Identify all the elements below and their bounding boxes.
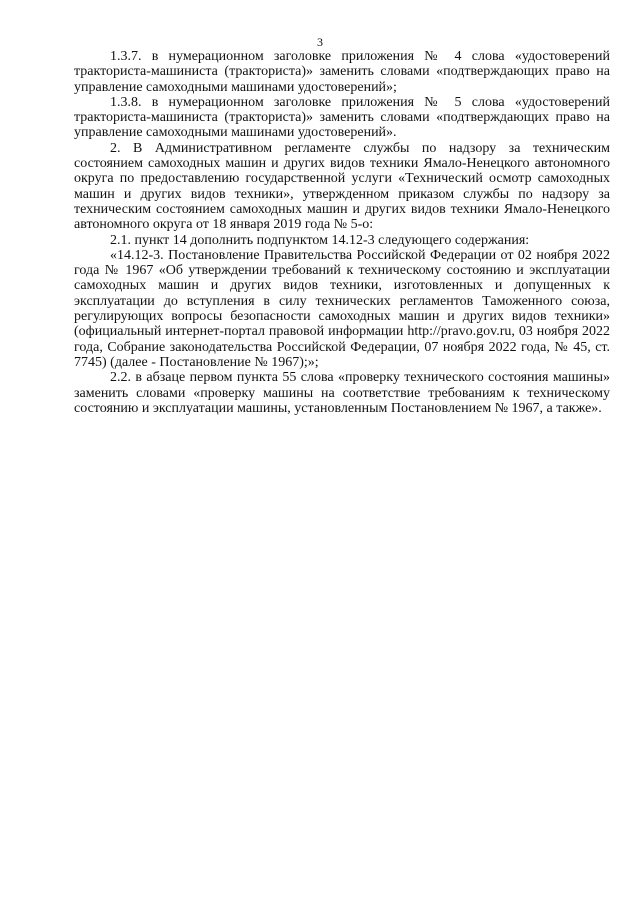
paragraph-2-1: 2.1. пункт 14 дополнить подпунктом 14.12-3 следующего содержания: xyxy=(110,232,530,248)
document-body xyxy=(74,49,610,416)
paragraph-14-12-3: «14.12-3. Постановление Правительства Российской Федерации от 02 ноября 2022 года № 1967 «Об утверждении требований к техническому состоянию и эксплуатации самоходных машин и других видов техники, изготовленных и допущенных к эксплуатации до вступления в силу технических регламентов Таможенного союза, регулирующих вопросы безопасности самоходных машин и других видов техники» (официальный интернет-портал правовой информации http://pravo.gov.ru, 03 ноября 2022 года, Собрание законодательства Российской Федерации, 07 ноября 2022 года, № 45, ст. 7745) (далее - Постановление № 1967);»; xyxy=(74,247,610,370)
paragraph-2-2: 2.2. в абзаце первом пункта 55 слова «проверку технического состояния машины» заменить словами «проверку машины на соответствие требованиям к техническому состоянию и эксплуатации машины, установленным Постановлением № 1967, а также». xyxy=(74,370,610,416)
paragraph-2: 2. В Административном регламенте службы по надзору за техническим состоянием самоходных машин и других видов техники Ямало-Ненецкого автономного округа по предоставлению государственной услуги «Технический осмотр самоходных машин и других видов техники», утвержденном приказом службы по надзору за техническим состоянием самоходных машин и других видов техники Ямало-Ненецкого автономного округа от 18 января 2019 года № 5-о: xyxy=(74,140,610,233)
page-number: 3 xyxy=(317,35,323,49)
paragraph-1-3-8: 1.3.8. в нумерационном заголовке приложения № 5 слова «удостоверений тракториста-машиниста (тракториста)» заменить словами «подтверждающих право на управление самоходными машинами удостоверений». xyxy=(74,94,610,141)
paragraph-1-3-7: 1.3.7. в нумерационном заголовке приложения № 4 слова «удостоверений тракториста-машиниста (тракториста)» заменить словами «подтверждающих право на управление самоходными машинами удостоверений»; xyxy=(74,49,610,95)
